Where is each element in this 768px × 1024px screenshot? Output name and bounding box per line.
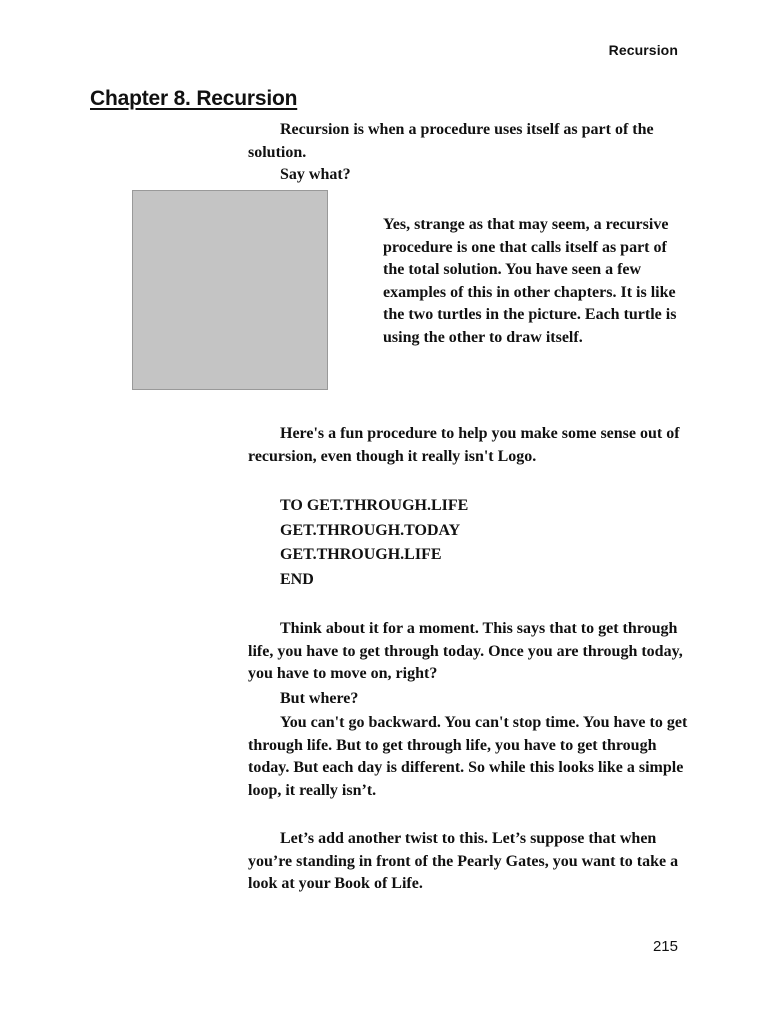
sidebar-paragraph: Yes, strange as that may seem, a recursive procedure is one that calls itself as part of the total solution. You have seen a few examples of this in other chapters. It is like the two turtles in the picture. Each turtle is using the other to draw itself. (383, 216, 677, 346)
main-paragraph-3: But where? (280, 689, 359, 707)
main-paragraph-1: Here's a fun procedure to help you make some sense out of recursion, even though it really isn't Logo. (248, 425, 680, 465)
main-paragraph-2: Think about it for a moment. This says that to get through life, you have to get through today. Once you are through today, you have to move on, right? (248, 620, 683, 682)
main-text (248, 423, 688, 896)
page-number: 215 (652, 938, 678, 955)
code-block (280, 494, 688, 592)
running-head: Recursion (608, 42, 678, 58)
chapter-title: Chapter 8. Recursion (90, 87, 298, 110)
main-paragraph-5: Let’s add another twist to this. Let’s suppose that when you’re standing in front of the Pearly Gates, you want to take a look at your Book of Life. (248, 830, 679, 892)
sidebar-text (383, 214, 688, 349)
turtles-illustration (132, 190, 328, 390)
code-line: GET.THROUGH.TODAY (280, 521, 461, 539)
intro-paragraph-2: Say what? (280, 166, 351, 183)
code-line: END (280, 570, 314, 588)
code-line: GET.THROUGH.LIFE (280, 546, 442, 563)
main-paragraph-4: You can't go backward. You can't stop time. You have to get through life. But to get through life, you have to get through today. But each day is different. So while this looks like a simple loop, it really isn’t. (248, 714, 688, 799)
code-line: TO GET.THROUGH.LIFE (280, 497, 469, 514)
intro-paragraph-1: Recursion is when a procedure uses itself as part of the solution. (248, 121, 654, 161)
intro-text (248, 119, 688, 187)
